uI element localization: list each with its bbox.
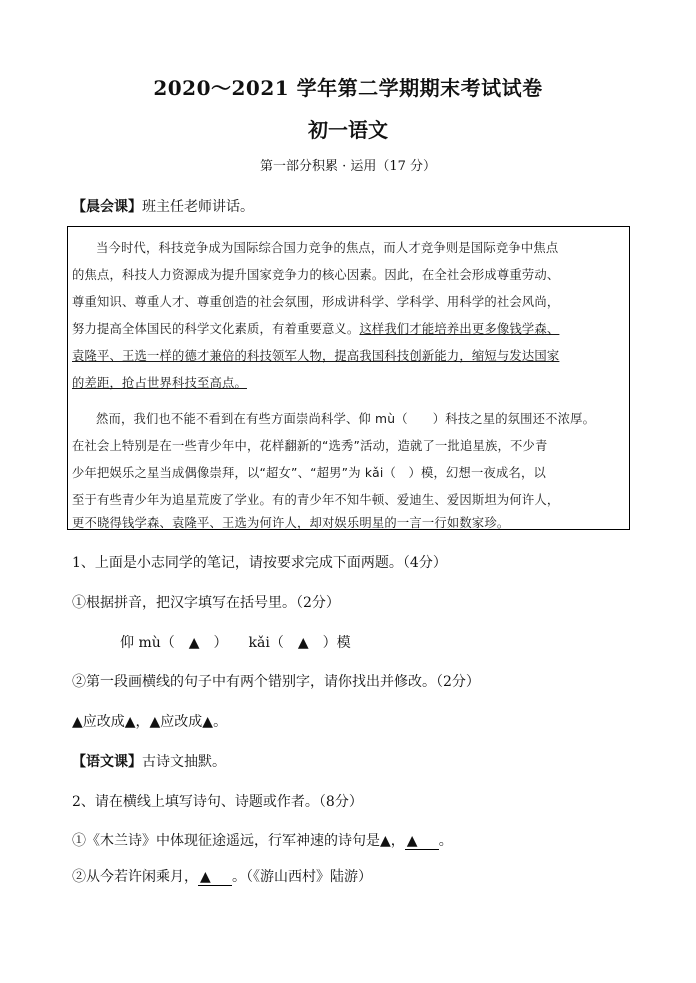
question-2-stem: 2、请在横线上填写诗句、诗题或作者。（8分） — [72, 794, 363, 810]
section-text: 班主任老师讲话。 — [142, 199, 254, 215]
underlined-sentence: 这样我们才能培养出更多像钱学森、 — [359, 322, 560, 336]
passage-line: 尊重知识、尊重人才、尊重创造的社会氛围，形成讲科学、学科学、用科学的社会风尚， — [72, 295, 560, 309]
section-heading-chinese — [72, 751, 226, 771]
exam-title: 2020～2021 学年第二学期期末考试试卷 — [153, 76, 543, 100]
underlined-sentence: 袁隆平、王选一样的德才兼倍的科技领军人物，提高我国科技创新能力，缩短与发达国家 — [72, 349, 560, 363]
section-text: 古诗文抽默。 — [142, 754, 226, 770]
passage-line: 当今时代，科技竞争成为国际综合国力竞争的焦点，而人才竞争则是国际竞争中焦点 — [96, 241, 559, 255]
section-tag: 【语文课】 — [72, 754, 142, 770]
passage-line — [72, 319, 559, 337]
passage-line: 的焦点，科技人力资源成为提升国家竞争力的核心因素。因此，在全社会形成尊重劳动、 — [72, 268, 560, 282]
answer-blank[interactable]: ▲ — [198, 869, 232, 886]
item-end: 。（《游山西村》陆游） — [232, 869, 372, 885]
section-tag: 【晨会课】 — [72, 199, 142, 215]
passage-line: 然而，我们也不能不看到在有些方面崇尚科学、仰 mù（ ）科技之星的氛围还不浓厚。 — [96, 412, 596, 426]
section-heading-morning — [72, 196, 254, 216]
typo-answer-line: ▲应改成▲，▲应改成▲。 — [72, 714, 228, 730]
pinyin-answer-line: 仰 mù（ ▲ ） kǎi（ ▲ ）模 — [120, 635, 351, 651]
question-2-item2 — [72, 866, 372, 886]
item-text: ②从今若许闲乘月， — [72, 869, 198, 885]
item-end: 。 — [438, 833, 453, 849]
answer-blank: ▲ — [380, 833, 391, 849]
passage-line: 至于有些青少年为追星荒废了学业。有的青少年不知牛顿、爱迪生、爱因斯坦为何许人， — [72, 493, 560, 507]
passage-line: 更不晓得钱学森、袁隆平、王选为何许人，却对娱乐明星的一言一行如数家珍。 — [72, 516, 510, 530]
passage-line: 在社会上特别是在一些青少年中，花样翻新的“选秀”活动，造就了一批追星族，不少青 — [72, 439, 548, 453]
question-1-sub1: ①根据拼音，把汉字填写在括号里。（2分） — [72, 595, 340, 611]
question-2-item1 — [72, 830, 453, 850]
question-1-stem: 1、上面是小志同学的笔记，请按要求完成下面两题。（4分） — [72, 555, 447, 571]
item-separator: ， — [390, 833, 405, 849]
subject-title: 初一语文 — [308, 118, 388, 142]
underlined-sentence: 的差距，抢占世界科技至高点。 — [72, 376, 247, 390]
answer-blank[interactable]: ▲ — [405, 833, 439, 850]
question-1-sub2: ②第一段画横线的句子中有两个错别字，请你找出并修改。（2分） — [72, 674, 480, 690]
part-heading: 第一部分积累 · 运用（17 分） — [259, 159, 437, 174]
item-text: ①《木兰诗》中体现征途遥远，行军神速的诗句是 — [72, 833, 380, 849]
passage-text: 努力提高全体国民的科学文化素质，有着重要意义。 — [72, 322, 360, 336]
passage-line: 少年把娱乐之星当成偶像崇拜，以“超女”、“超男”为 kǎi（ ）模，幻想一夜成名，以 — [72, 466, 546, 480]
